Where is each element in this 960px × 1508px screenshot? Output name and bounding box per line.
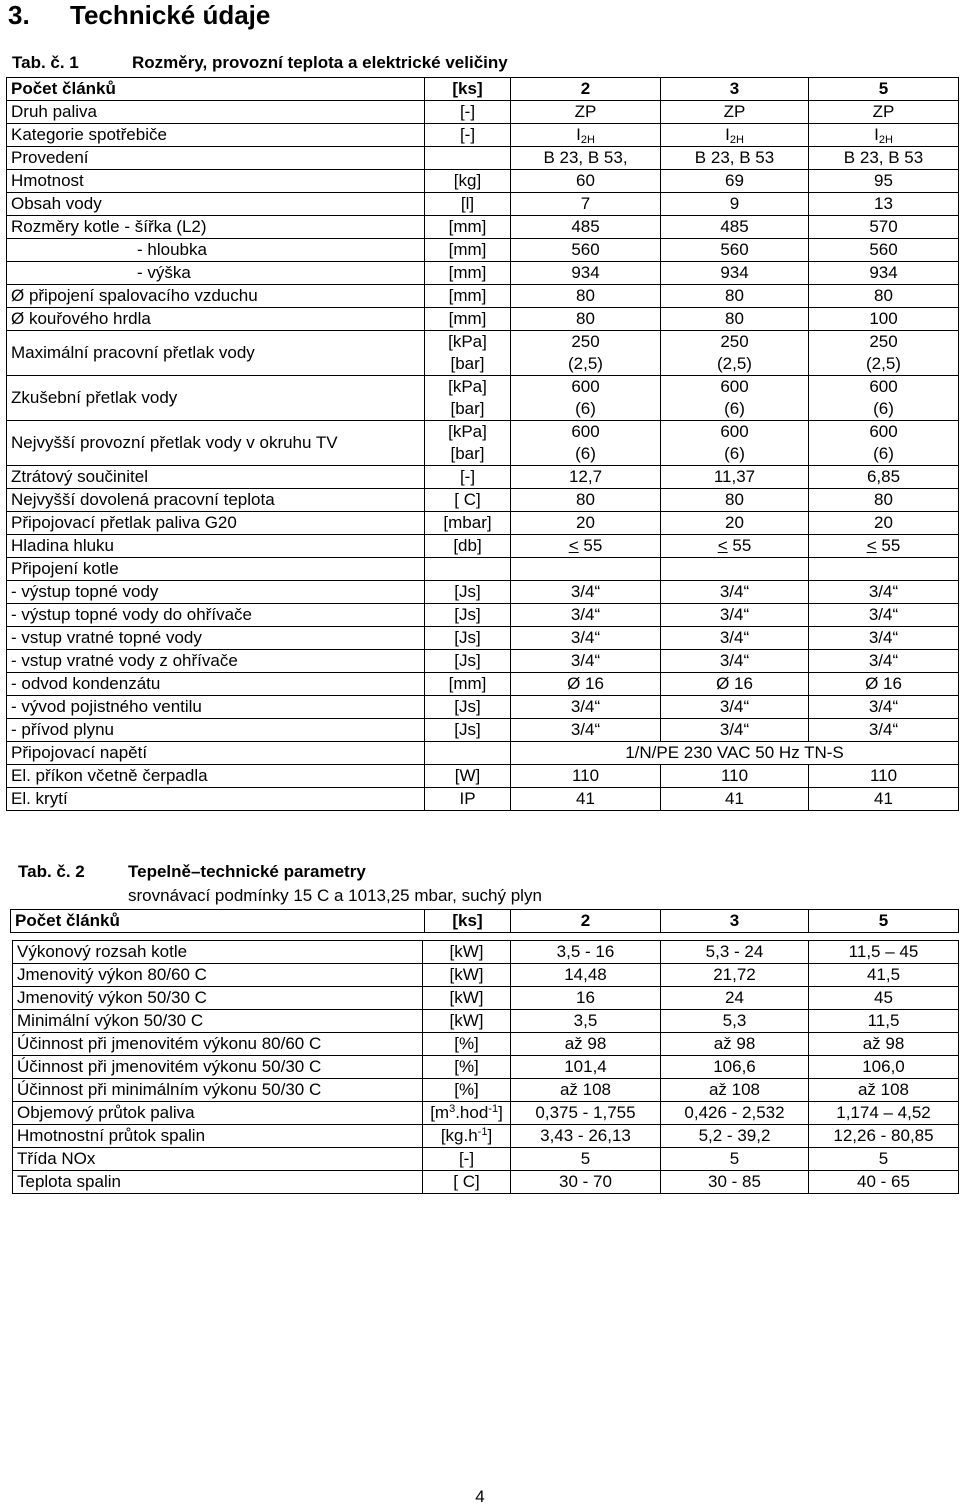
row-value-c5: 110 <box>809 765 959 788</box>
value-bar: (2,5) <box>568 354 603 373</box>
row-value-c3: B 23, B 53 <box>661 147 809 170</box>
value-sub: 2H <box>729 134 744 146</box>
row-unit <box>425 331 511 376</box>
row-value-c5: 12,26 - 80,85 <box>809 1125 959 1148</box>
row-unit: [l] <box>425 193 511 216</box>
row-unit: [W] <box>425 765 511 788</box>
row-value-c5: 40 - 65 <box>809 1171 959 1194</box>
row-label: Nejvyšší provozní přetlak vody v okruhu TV <box>7 421 425 466</box>
table2 <box>12 940 959 1194</box>
row-unit: [mm] <box>425 239 511 262</box>
row-label: Minimální výkon 50/30 C <box>13 1010 423 1033</box>
row-unit: [Js] <box>425 719 511 742</box>
row-value-c2: 16 <box>511 987 661 1010</box>
value-bar: (6) <box>724 399 745 418</box>
value-kpa: 250 <box>720 332 749 351</box>
row-label: Hladina hluku <box>7 535 425 558</box>
value-kpa: 600 <box>720 422 749 441</box>
row-value-c5 <box>809 558 959 581</box>
row-value-c3: 3/4“ <box>661 650 809 673</box>
row-value-c2 <box>511 124 661 147</box>
value-bar: (2,5) <box>717 354 752 373</box>
unit-kpa: [kPa] <box>448 377 487 396</box>
value-kpa: 600 <box>720 377 749 396</box>
row-label: - odvod kondenzátu <box>7 673 425 696</box>
row-label: Druh paliva <box>7 101 425 124</box>
row-value-c5: 80 <box>809 489 959 512</box>
row-value-c2: až 108 <box>511 1079 661 1102</box>
unit-part: [m <box>430 1103 450 1122</box>
row-label: - vývod pojistného ventilu <box>7 696 425 719</box>
value-kpa: 250 <box>869 332 898 351</box>
table-row <box>7 466 959 489</box>
row-value-c2: 101,4 <box>511 1056 661 1079</box>
table-row <box>7 788 959 811</box>
row-value-c3: 934 <box>661 262 809 285</box>
row-value-c3: 9 <box>661 193 809 216</box>
row-unit: [ C] <box>425 489 511 512</box>
table-row <box>7 696 959 719</box>
row-value-c3: 11,37 <box>661 466 809 489</box>
row-label: - přívod plynu <box>7 719 425 742</box>
row-value-c3: 20 <box>661 512 809 535</box>
table-row <box>7 101 959 124</box>
unit-sup: -1 <box>488 1103 499 1115</box>
row-value-c5: 20 <box>809 512 959 535</box>
row-value-c5: 560 <box>809 239 959 262</box>
row-unit: [-] <box>423 1148 511 1171</box>
table2-header <box>10 909 959 933</box>
row-value-c3: 3/4“ <box>661 581 809 604</box>
row-label: - výška <box>7 262 425 285</box>
table-row <box>7 239 959 262</box>
value-main: I <box>576 125 581 144</box>
row-value-c5: 3/4“ <box>809 696 959 719</box>
row-value-c3: 110 <box>661 765 809 788</box>
row-label: Rozměry kotle - šířka (L2) <box>7 216 425 239</box>
row-label: Účinnost při jmenovitém výkonu 80/60 C <box>13 1033 423 1056</box>
table-row <box>13 941 959 964</box>
row-value-c2: B 23, B 53, <box>511 147 661 170</box>
row-value-c3: 3/4“ <box>661 719 809 742</box>
row-value-c5: až 98 <box>809 1033 959 1056</box>
row-value-c3: 560 <box>661 239 809 262</box>
row-value-c2: ZP <box>511 101 661 124</box>
value-bar: (6) <box>724 444 745 463</box>
row-value-c3: až 108 <box>661 1079 809 1102</box>
row-label: Účinnost při minimálním výkonu 50/30 C <box>13 1079 423 1102</box>
unit-kpa: [kPa] <box>448 332 487 351</box>
row-value-span: 1/N/PE 230 VAC 50 Hz TN-S <box>511 742 959 765</box>
row-value-c2: 3/4“ <box>511 627 661 650</box>
row-unit: [Js] <box>425 581 511 604</box>
table2-body <box>13 941 959 1194</box>
row-label: Zkušební přetlak vody <box>7 376 425 421</box>
unit-bar: [bar] <box>450 444 485 463</box>
unit-bar: [bar] <box>450 354 485 373</box>
row-label: El. příkon včetně čerpadla <box>7 765 425 788</box>
value-kpa: 250 <box>571 332 600 351</box>
table-row <box>7 489 959 512</box>
row-unit: IP <box>425 788 511 811</box>
row-value-c3: 5 <box>661 1148 809 1171</box>
row-label: Objemový průtok paliva <box>13 1102 423 1125</box>
table-row <box>7 376 959 421</box>
row-unit: [mm] <box>425 262 511 285</box>
table-row <box>7 285 959 308</box>
section-heading <box>8 0 270 31</box>
value-kpa: 600 <box>571 422 600 441</box>
row-value-c5: 3/4“ <box>809 719 959 742</box>
row-value-c2: až 98 <box>511 1033 661 1056</box>
row-unit: [db] <box>425 535 511 558</box>
table1-body <box>7 78 959 811</box>
row-label: Ø připojení spalovacího vzduchu <box>7 285 425 308</box>
row-value-c5: 41,5 <box>809 964 959 987</box>
row-label: Nejvyšší dovolená pracovní teplota <box>7 489 425 512</box>
row-value-c2: 3/4“ <box>511 604 661 627</box>
unit-kpa: [kPa] <box>448 422 487 441</box>
row-unit: [kW] <box>423 1010 511 1033</box>
row-value-c2: 5 <box>511 1148 661 1171</box>
table-row <box>13 1033 959 1056</box>
table-row <box>7 124 959 147</box>
row-unit: [kg] <box>425 170 511 193</box>
value-bar: (6) <box>575 399 596 418</box>
row-value-c2: 80 <box>511 308 661 331</box>
table2-subtitle: srovnávací podmínky 15 C a 1013,25 mbar, suchý plyn <box>128 886 542 905</box>
row-value-c5 <box>809 331 959 376</box>
row-value-c5: 11,5 <box>809 1010 959 1033</box>
row-unit <box>425 742 511 765</box>
row-unit <box>423 1102 511 1125</box>
row-value-c2: 60 <box>511 170 661 193</box>
row-value-c3: 3/4“ <box>661 627 809 650</box>
table-row <box>7 331 959 376</box>
row-label: - hloubka <box>7 239 425 262</box>
value-kpa: 600 <box>571 377 600 396</box>
table-row <box>7 170 959 193</box>
row-unit: [Js] <box>425 604 511 627</box>
row-value-c2: 485 <box>511 216 661 239</box>
row-value-c5: 3/4“ <box>809 650 959 673</box>
row-label: - výstup topné vody do ohřívače <box>7 604 425 627</box>
table-row <box>7 719 959 742</box>
header-col-5: 5 <box>809 78 959 101</box>
row-value-c2: 12,7 <box>511 466 661 489</box>
header-unit: [ks] <box>425 78 511 101</box>
row-value-c3: 80 <box>661 489 809 512</box>
row-value-c3: 3/4“ <box>661 604 809 627</box>
row-label: Hmotnostní průtok spalin <box>13 1125 423 1148</box>
value-main: I <box>874 125 879 144</box>
row-label: Provedení <box>7 147 425 170</box>
table-row <box>7 512 959 535</box>
unit-part: ] <box>487 1126 493 1145</box>
row-value-c3 <box>661 421 809 466</box>
row-value-c5: B 23, B 53 <box>809 147 959 170</box>
row-label: - vstup vratné topné vody <box>7 627 425 650</box>
table-row <box>13 1010 959 1033</box>
row-unit: [Js] <box>425 696 511 719</box>
row-unit: [mm] <box>425 216 511 239</box>
table-row <box>13 1056 959 1079</box>
row-value-c2: 3/4“ <box>511 650 661 673</box>
row-label: Účinnost při jmenovitém výkonu 50/30 C <box>13 1056 423 1079</box>
row-value-c2: 3/4“ <box>511 719 661 742</box>
row-value-c5: 13 <box>809 193 959 216</box>
row-value-c2: Ø 16 <box>511 673 661 696</box>
table-row <box>13 1125 959 1148</box>
row-value-c3: 5,3 <box>661 1010 809 1033</box>
row-unit: [mm] <box>425 285 511 308</box>
row-label: Obsah vody <box>7 193 425 216</box>
row-value-c3: 21,72 <box>661 964 809 987</box>
table-row <box>13 1079 959 1102</box>
row-value-c5: 934 <box>809 262 959 285</box>
row-value-c2: < 55 <box>511 535 661 558</box>
row-value-c5: 3/4“ <box>809 604 959 627</box>
row-value-c3: až 98 <box>661 1033 809 1056</box>
row-value-c3 <box>661 558 809 581</box>
row-value-c5: Ø 16 <box>809 673 959 696</box>
row-value-c2: 41 <box>511 788 661 811</box>
row-value-c3: 5,2 - 39,2 <box>661 1125 809 1148</box>
value-kpa: 600 <box>869 422 898 441</box>
row-value-c2: 934 <box>511 262 661 285</box>
row-label: Ø kouřového hrdla <box>7 308 425 331</box>
row-value-c3: 3/4“ <box>661 696 809 719</box>
row-label: - výstup topné vody <box>7 581 425 604</box>
row-value-c3: 5,3 - 24 <box>661 941 809 964</box>
row-label: Připojovací napětí <box>7 742 425 765</box>
table2-title: Tepelně–technické parametry <box>128 862 366 881</box>
header-unit: [ks] <box>425 910 511 933</box>
row-unit: [kW] <box>423 987 511 1010</box>
unit-part: .hod <box>455 1103 489 1122</box>
header-col-3: 3 <box>661 910 809 933</box>
table1-header-row <box>7 78 959 101</box>
page-number: 4 <box>475 1487 485 1506</box>
value-sub: 2H <box>878 134 893 146</box>
row-value-c5 <box>809 376 959 421</box>
row-unit <box>425 376 511 421</box>
unit-sup: -1 <box>477 1126 488 1138</box>
table-row <box>13 964 959 987</box>
unit-part: [kg.h <box>440 1126 478 1145</box>
row-value-c2: 30 - 70 <box>511 1171 661 1194</box>
row-unit: [ C] <box>423 1171 511 1194</box>
table-row <box>7 262 959 285</box>
table-row <box>7 147 959 170</box>
row-label: Maximální pracovní přetlak vody <box>7 331 425 376</box>
row-unit: [mbar] <box>425 512 511 535</box>
row-value-c3: 80 <box>661 308 809 331</box>
table-row <box>7 421 959 466</box>
row-value-c3: 69 <box>661 170 809 193</box>
table-row <box>13 1171 959 1194</box>
header-col-2: 2 <box>511 78 661 101</box>
row-unit: [kW] <box>423 964 511 987</box>
row-value-c5 <box>809 421 959 466</box>
row-value-c2: 3,43 - 26,13 <box>511 1125 661 1148</box>
row-unit <box>423 1125 511 1148</box>
row-unit: [Js] <box>425 627 511 650</box>
header-label: Počet článků <box>7 78 425 101</box>
table-row <box>7 604 959 627</box>
table-row <box>7 193 959 216</box>
row-value-c5: 570 <box>809 216 959 239</box>
row-value-c5 <box>809 124 959 147</box>
row-value-c3 <box>661 331 809 376</box>
row-value-c3: 24 <box>661 987 809 1010</box>
table1 <box>6 77 959 811</box>
row-value-c2: 560 <box>511 239 661 262</box>
value-bar: (6) <box>873 399 894 418</box>
row-value-c5: 5 <box>809 1148 959 1171</box>
row-unit: [-] <box>425 466 511 489</box>
row-value-c2: 80 <box>511 489 661 512</box>
table-row <box>7 308 959 331</box>
row-value-c2: 80 <box>511 285 661 308</box>
row-value-c2 <box>511 376 661 421</box>
row-value-c2 <box>511 421 661 466</box>
unit-part: ] <box>498 1103 503 1122</box>
row-value-c5: 80 <box>809 285 959 308</box>
row-unit <box>425 147 511 170</box>
row-unit: [%] <box>423 1056 511 1079</box>
table-row <box>7 558 959 581</box>
row-value-c5: 95 <box>809 170 959 193</box>
value-bar: (6) <box>575 444 596 463</box>
row-value-c5: 11,5 – 45 <box>809 941 959 964</box>
row-value-c5: 100 <box>809 308 959 331</box>
table-row <box>7 742 959 765</box>
table1-title: Rozměry, provozní teplota a elektrické veličiny <box>132 53 508 72</box>
row-unit: [kW] <box>423 941 511 964</box>
row-value-c3 <box>661 124 809 147</box>
table-row <box>7 216 959 239</box>
value-sub: 2H <box>580 134 595 146</box>
row-value-c3: 0,426 - 2,532 <box>661 1102 809 1125</box>
table-row <box>7 581 959 604</box>
row-value-c3: 80 <box>661 285 809 308</box>
row-unit <box>425 558 511 581</box>
row-unit: [mm] <box>425 673 511 696</box>
row-label: Připojovací přetlak paliva G20 <box>7 512 425 535</box>
header-col-5: 5 <box>809 910 959 933</box>
header-col-3: 3 <box>661 78 809 101</box>
row-value-c2: 0,375 - 1,755 <box>511 1102 661 1125</box>
value-main: I <box>725 125 730 144</box>
row-label: Ztrátový součinitel <box>7 466 425 489</box>
row-value-c3: 485 <box>661 216 809 239</box>
table-row <box>7 535 959 558</box>
row-value-c3: 30 - 85 <box>661 1171 809 1194</box>
row-unit: [-] <box>425 101 511 124</box>
row-value-c5: 3/4“ <box>809 581 959 604</box>
header-col-2: 2 <box>511 910 661 933</box>
row-label: Teplota spalin <box>13 1171 423 1194</box>
row-value-c3: 41 <box>661 788 809 811</box>
table-row <box>7 765 959 788</box>
row-value-c5: < 55 <box>809 535 959 558</box>
row-label: Kategorie spotřebiče <box>7 124 425 147</box>
table1-caption <box>12 53 508 73</box>
row-label: Hmotnost <box>7 170 425 193</box>
row-value-c2: 3,5 <box>511 1010 661 1033</box>
table-row <box>7 627 959 650</box>
row-label: - vstup vratné vody z ohřívače <box>7 650 425 673</box>
row-value-c2: 3/4“ <box>511 581 661 604</box>
table2-label: Tab. č. 2 <box>18 862 85 881</box>
row-label: Připojení kotle <box>7 558 425 581</box>
value-bar: (2,5) <box>866 354 901 373</box>
row-label: Jmenovitý výkon 50/30 C <box>13 987 423 1010</box>
row-value-c2: 3/4“ <box>511 696 661 719</box>
row-value-c2: 14,48 <box>511 964 661 987</box>
row-label: El. krytí <box>7 788 425 811</box>
row-value-c2: 3,5 - 16 <box>511 941 661 964</box>
row-value-c5: 41 <box>809 788 959 811</box>
row-value-c2 <box>511 558 661 581</box>
row-value-c5: 106,0 <box>809 1056 959 1079</box>
row-value-c3: ZP <box>661 101 809 124</box>
row-value-c2: 20 <box>511 512 661 535</box>
table-row <box>7 650 959 673</box>
row-value-c2: 110 <box>511 765 661 788</box>
row-unit: [%] <box>423 1079 511 1102</box>
row-value-c3: < 55 <box>661 535 809 558</box>
row-unit: [-] <box>425 124 511 147</box>
section-number: 3. <box>8 0 30 30</box>
section-title: Technické údaje <box>70 0 271 30</box>
row-label: Výkonový rozsah kotle <box>13 941 423 964</box>
row-unit: [mm] <box>425 308 511 331</box>
table-row <box>13 1102 959 1125</box>
table2-header-row <box>11 910 959 933</box>
value-bar: (6) <box>873 444 894 463</box>
row-value-c5: až 108 <box>809 1079 959 1102</box>
row-value-c3 <box>661 376 809 421</box>
value-kpa: 600 <box>869 377 898 396</box>
row-value-c5: 1,174 – 4,52 <box>809 1102 959 1125</box>
unit-sup: 3 <box>449 1103 456 1115</box>
row-value-c2 <box>511 331 661 376</box>
table-row <box>7 673 959 696</box>
row-value-c2: 7 <box>511 193 661 216</box>
row-label: Jmenovitý výkon 80/60 C <box>13 964 423 987</box>
header-label: Počet článků <box>11 910 425 933</box>
row-value-c3: 106,6 <box>661 1056 809 1079</box>
row-unit: [Js] <box>425 650 511 673</box>
row-label: Třída NOx <box>13 1148 423 1171</box>
unit-bar: [bar] <box>450 399 485 418</box>
row-unit: [%] <box>423 1033 511 1056</box>
row-value-c5: 45 <box>809 987 959 1010</box>
table-row <box>13 987 959 1010</box>
row-value-c5: ZP <box>809 101 959 124</box>
row-value-c5: 3/4“ <box>809 627 959 650</box>
table1-label: Tab. č. 1 <box>12 53 79 72</box>
row-unit <box>425 421 511 466</box>
row-value-c3: Ø 16 <box>661 673 809 696</box>
table-row <box>13 1148 959 1171</box>
row-value-c5: 6,85 <box>809 466 959 489</box>
